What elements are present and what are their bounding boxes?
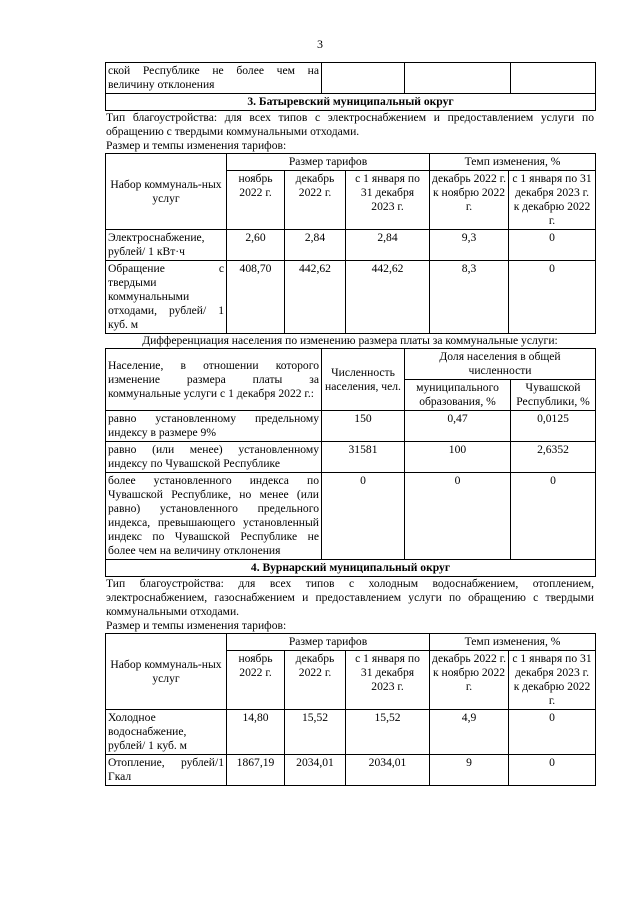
- col-header: с 1 января по 31 декабря 2023 г.: [346, 171, 430, 230]
- table-cell: 15,52: [285, 710, 346, 755]
- table-row: [106, 411, 596, 442]
- tariffs-intro: Размер и темпы изменения тарифов:: [106, 139, 287, 152]
- diff-intro: Дифференциация населения по изменению размера платы за коммунальные услуги:: [142, 334, 558, 347]
- table-cell: 2,6352: [511, 442, 596, 473]
- table-row: [106, 230, 596, 261]
- table-row: [106, 710, 596, 755]
- table-cell: 0: [405, 473, 511, 560]
- col-header: декабрь 2022 г. к ноябрю 2022 г.: [430, 171, 509, 230]
- col-header: с 1 января по 31 декабря 2023 г. к декабрю 2022 г.: [509, 171, 596, 230]
- diff-table: [105, 348, 596, 577]
- col-header: Чувашской Республики, %: [511, 380, 596, 411]
- row-label: Отопление, рублей/1 Гкал: [106, 755, 227, 786]
- row-label: равно установленному предельному индексу в размере 9%: [106, 411, 322, 442]
- page-number: 3: [317, 37, 323, 51]
- table-cell: 1867,19: [227, 755, 285, 786]
- table-cell: 0,0125: [511, 411, 596, 442]
- table-cell: 2,84: [285, 230, 346, 261]
- table-row: [106, 473, 596, 560]
- table-row: [106, 63, 596, 94]
- document-body: [105, 62, 595, 786]
- table-cell: 408,70: [227, 261, 285, 334]
- group-header: Доля населения в общей численности: [405, 349, 596, 380]
- table-cell: 0: [509, 755, 596, 786]
- col-header: декабрь 2022 г. к ноябрю 2022 г.: [430, 651, 509, 710]
- section-type-text: Тип благоустройства: для всех типов с холодным водоснабжением, отоплением, электроснабжением, газоснабжением и предоставлением услуги по обращению с твердыми коммунальными отходами.: [106, 577, 594, 618]
- col-header: с 1 января по 31 декабря 2023 г. к декабрю 2022 г.: [509, 651, 596, 710]
- group-header: Темп изменения, %: [430, 154, 596, 171]
- table-cell: 31581: [322, 442, 405, 473]
- section-type-text: Тип благоустройства: для всех типов с электроснабжением и предоставлением услуги по обращению с твердыми коммунальными отходами.: [106, 111, 594, 138]
- table-cell: 0: [509, 261, 596, 334]
- table-cell: 0: [509, 230, 596, 261]
- table-cell: 2034,01: [285, 755, 346, 786]
- section-heading: 4. Вурнарский муниципальный округ: [106, 560, 596, 577]
- col-header: Численность населения, чел.: [322, 349, 405, 411]
- col-header: Население, в отношении которого изменение размера платы за коммунальные услуги с 1 декабря 2022 г.:: [106, 349, 322, 411]
- table-cell: 4,9: [430, 710, 509, 755]
- col-header: декабрь 2022 г.: [285, 171, 346, 230]
- table-cell: 442,62: [346, 261, 430, 334]
- carryover-table: [105, 62, 596, 111]
- tariff-table: [105, 633, 596, 786]
- group-header: Размер тарифов: [227, 154, 430, 171]
- table-cell: 150: [322, 411, 405, 442]
- table-row: [106, 442, 596, 473]
- table-cell: 442,62: [285, 261, 346, 334]
- col-header: ноябрь 2022 г.: [227, 171, 285, 230]
- col-header: Набор коммуналь-ных услуг: [106, 634, 227, 710]
- table-cell: 2,84: [346, 230, 430, 261]
- row-label: Электроснабжение, рублей/ 1 кВт·ч: [106, 230, 227, 261]
- tariffs-intro: Размер и темпы изменения тарифов:: [106, 619, 287, 632]
- table-cell: 0: [322, 473, 405, 560]
- group-header: Темп изменения, %: [430, 634, 596, 651]
- col-header: Набор коммуналь-ных услуг: [106, 154, 227, 230]
- table-cell: 9,3: [430, 230, 509, 261]
- row-label: равно (или менее) установленному индексу по Чувашской Республике: [106, 442, 322, 473]
- table-cell: 8,3: [430, 261, 509, 334]
- row-label: более установленного индекса по Чувашской Республике, но менее (или равно) установленного предельного индекса, превышающего установленный индекс по Чувашской Республике не более чем на величину отклонения: [106, 473, 322, 560]
- col-header: муниципального образования, %: [405, 380, 511, 411]
- table-row: [106, 261, 596, 334]
- table-cell: 9: [430, 755, 509, 786]
- tariff-table: [105, 153, 596, 334]
- group-header: Размер тарифов: [227, 634, 430, 651]
- row-label: Холодное водоснабжение, рублей/ 1 куб. м: [106, 710, 227, 755]
- table-cell: 0: [509, 710, 596, 755]
- table-row: [106, 755, 596, 786]
- col-header: с 1 января по 31 декабря 2023 г.: [346, 651, 430, 710]
- table-cell: 100: [405, 442, 511, 473]
- carryover-text: ской Республике не более чем на величину отклонения: [106, 63, 322, 94]
- col-header: декабрь 2022 г.: [285, 651, 346, 710]
- table-cell: 0,47: [405, 411, 511, 442]
- table-cell: 14,80: [227, 710, 285, 755]
- row-label: Обращение с твердыми коммунальными отходами, рублей/ 1 куб. м: [106, 261, 227, 334]
- table-cell: 0: [511, 473, 596, 560]
- section-heading: 3. Батыревский муниципальный округ: [106, 94, 596, 111]
- col-header: ноябрь 2022 г.: [227, 651, 285, 710]
- table-cell: 2,60: [227, 230, 285, 261]
- table-cell: 2034,01: [346, 755, 430, 786]
- table-cell: 15,52: [346, 710, 430, 755]
